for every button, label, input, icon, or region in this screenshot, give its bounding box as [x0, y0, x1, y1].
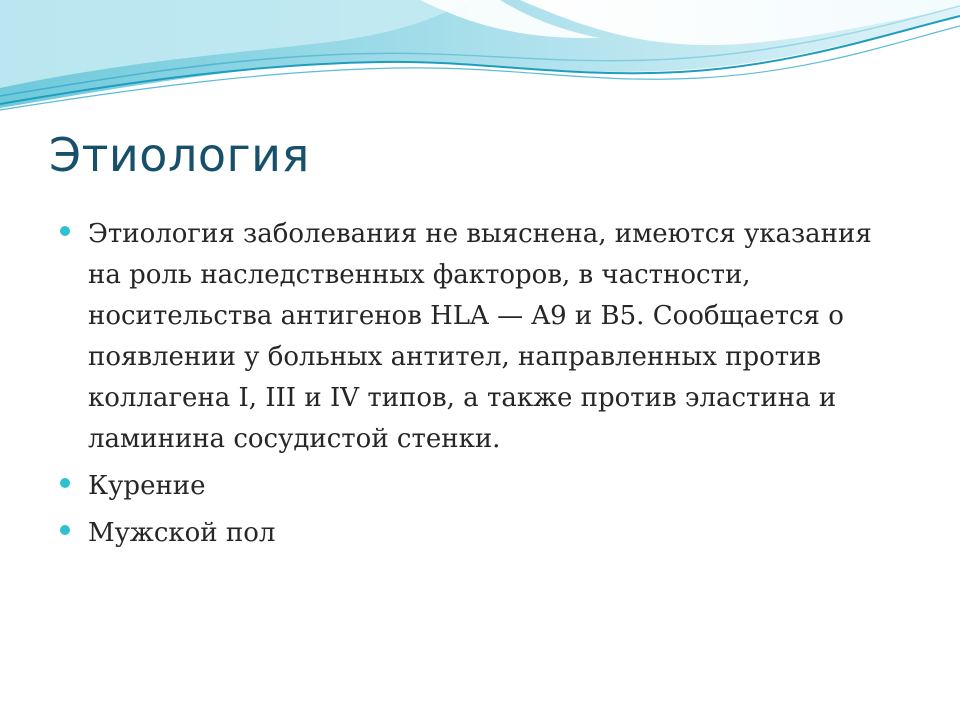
- bullet-text: Мужской пол: [88, 518, 276, 548]
- bullet-etiology-description: [60, 214, 900, 460]
- bullet-text: Этиология заболевания не выяснена, имеются указания на роль наследственных факторов, в частности, носительства антигенов HLA — A9 и B5. Сообщается о появлении у больных антител, направленных против коллагена I, III и IV типов, а также против эластина и ламинина сосудистой стенки.: [88, 219, 872, 454]
- slide-title: Этиология: [49, 128, 310, 182]
- wave-decoration: [0, 0, 960, 130]
- bullet-list: [60, 214, 900, 560]
- bullet-smoking: [60, 466, 900, 507]
- bullet-dot-icon: [60, 478, 70, 488]
- bullet-male-sex: [60, 513, 900, 554]
- bullet-dot-icon: [60, 525, 70, 535]
- bullet-dot-icon: [60, 226, 70, 236]
- bullet-text: Курение: [88, 471, 206, 501]
